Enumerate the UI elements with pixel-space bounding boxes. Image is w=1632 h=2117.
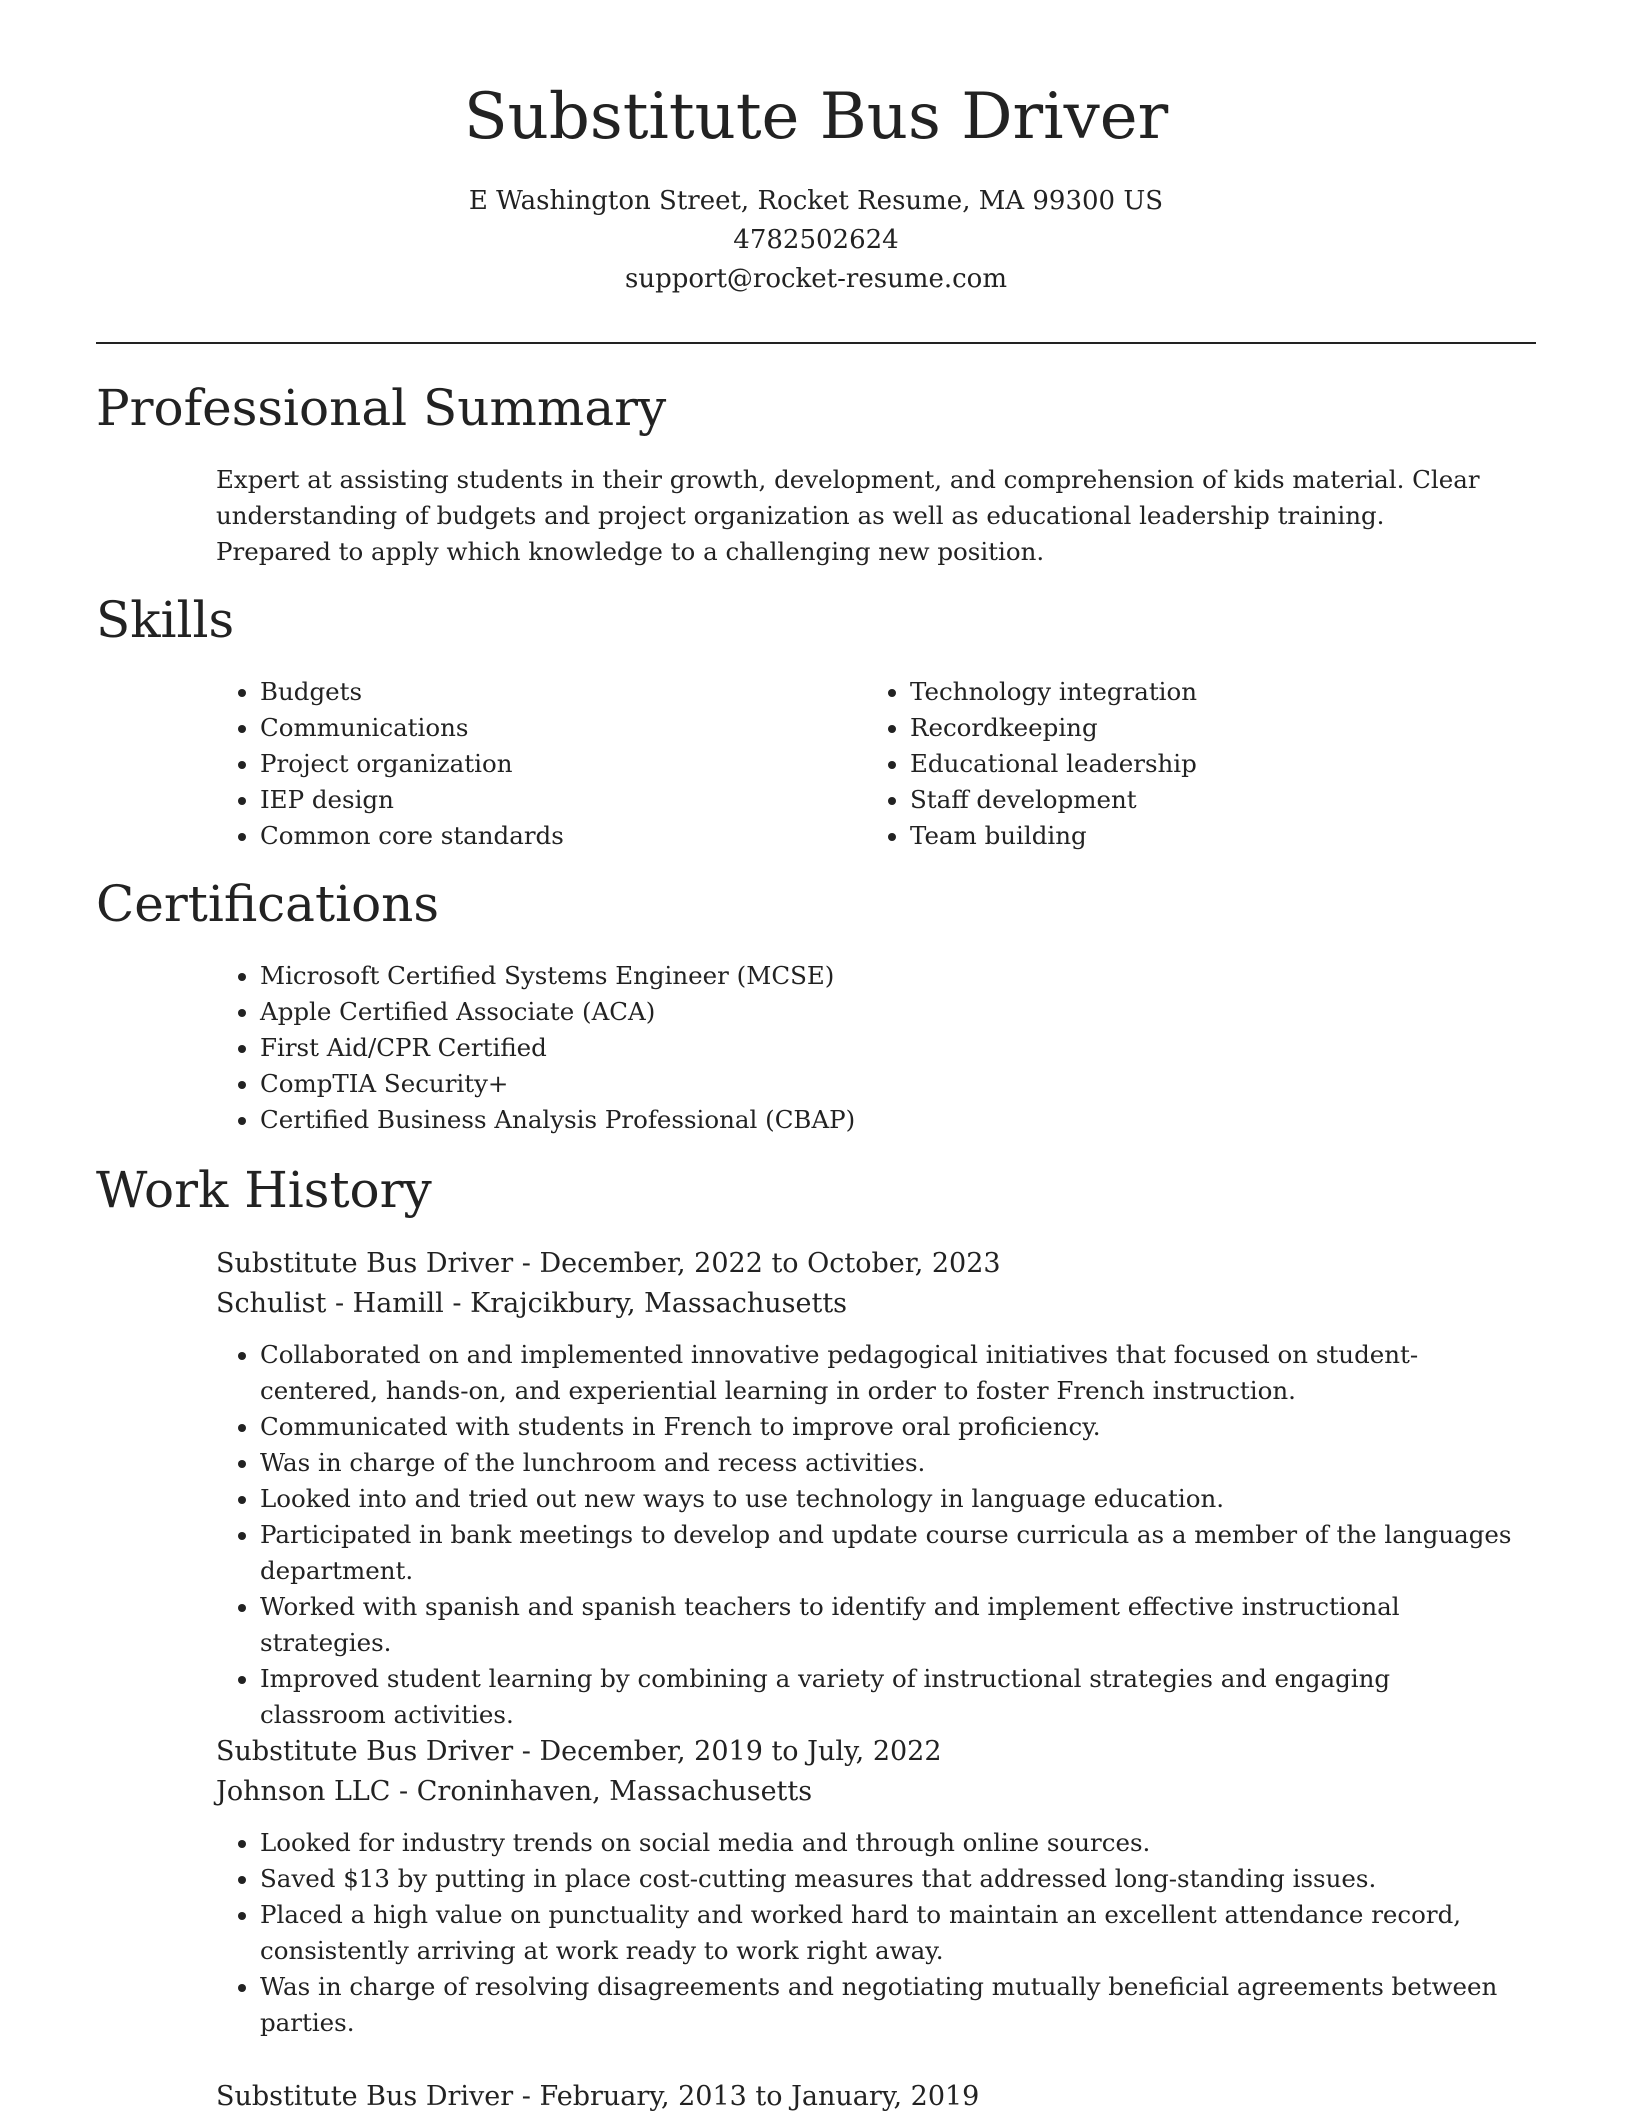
job-duty: • Saved $13 by putting in place cost-cutting measures that addressed long-standing issues. <box>260 1861 1516 1897</box>
job-duty: • Worked with spanish and spanish teachers to identify and implement effective instructional strategies. <box>260 1589 1516 1661</box>
job-entry <box>216 2077 1516 2117</box>
job-duty: • Placed a high value on punctuality and worked hard to maintain an excellent attendance record, consistently arriving at work ready to work right away. <box>260 1897 1516 1969</box>
job-title: Substitute Bus Driver <box>216 1736 514 1767</box>
job-company: Schulist - Hamill <box>216 1288 444 1319</box>
job-duties-list <box>216 1337 1516 1733</box>
header-divider <box>96 342 1536 344</box>
job-duties-list <box>216 1825 1516 2041</box>
job-dates: December, 2019 to July, 2022 <box>539 1736 942 1767</box>
separator: - <box>390 1776 417 1807</box>
skill-item: • Educational leadership <box>910 746 1466 782</box>
separator: - <box>513 1248 540 1279</box>
separator: - <box>513 1736 540 1767</box>
certification-item: • Microsoft Certified Systems Engineer (MCSE) <box>260 958 1516 994</box>
job-duty: • Looked for industry trends on social media and through online sources. <box>260 1825 1516 1861</box>
skills-list-right <box>866 674 1466 854</box>
job-duty: • Improved student learning by combining a variety of instructional strategies and engaging classroom activities. <box>260 1661 1516 1733</box>
email: support@rocket-resume.com <box>624 264 1007 295</box>
job-company: Johnson LLC <box>216 1776 391 1807</box>
skill-item: • Common core standards <box>260 818 816 854</box>
job-location: Krajcikbury, Massachusetts <box>470 1288 848 1319</box>
job-title: Substitute Bus Driver <box>216 1248 514 1279</box>
contact-block <box>0 182 1632 299</box>
skill-item: • Recordkeeping <box>910 710 1466 746</box>
job-entry <box>216 1244 1516 1733</box>
certifications-list <box>216 958 1516 1138</box>
job-company-line <box>216 1284 1516 1324</box>
skill-item: • IEP design <box>260 782 816 818</box>
skill-item: • Team building <box>910 818 1466 854</box>
job-title-line <box>216 1732 1516 1772</box>
job-location: Croninhaven, Massachusetts <box>416 1776 813 1807</box>
work-history-heading: Work History <box>96 1161 432 1219</box>
job-duty: • Communicated with students in French to improve oral proficiency. <box>260 1409 1516 1445</box>
skill-item: • Project organization <box>260 746 816 782</box>
job-company-line <box>216 1772 1516 1812</box>
separator: - <box>443 1288 471 1319</box>
certification-item: • Certified Business Analysis Professional (CBAP) <box>260 1102 1516 1138</box>
separator: - <box>513 2081 540 2112</box>
certification-item: • Apple Certified Associate (ACA) <box>260 994 1516 1030</box>
skill-item: • Budgets <box>260 674 816 710</box>
summary-text: Expert at assisting students in their growth, development, and comprehension of kids material. Clear understanding of budgets and project organization as well as educational leadership training. Prepared to apply which knowledge to a challenging new position. <box>216 465 1480 566</box>
job-title-line <box>216 1244 1516 1284</box>
skills-list-left <box>216 674 816 854</box>
job-duty: • Collaborated on and implemented innovative pedagogical initiatives that focused on student-centered, hands-on, and experiential learning in order to foster French instruction. <box>260 1337 1516 1409</box>
certifications-block <box>216 958 1516 1138</box>
candidate-name: Substitute Bus Driver <box>463 80 1169 154</box>
resume-header <box>0 0 1632 299</box>
certification-item: • CompTIA Security+ <box>260 1066 1516 1102</box>
skills-column-right <box>866 674 1466 854</box>
summary-heading: Professional Summary <box>96 379 667 437</box>
job-entry <box>216 1732 1516 2041</box>
job-dates: February, 2013 to January, 2019 <box>539 2081 980 2112</box>
skills-column-left <box>216 674 816 854</box>
certifications-heading: Certifications <box>96 875 440 933</box>
address: E Washington Street, Rocket Resume, MA 99300 US <box>468 186 1164 217</box>
job-title: Substitute Bus Driver <box>216 2081 514 2112</box>
skill-item: • Staff development <box>910 782 1466 818</box>
job-duty: • Was in charge of the lunchroom and recess activities. <box>260 1445 1516 1481</box>
job-duty: • Was in charge of resolving disagreements and negotiating mutually beneficial agreements between parties. <box>260 1969 1516 2041</box>
job-dates: December, 2022 to October, 2023 <box>539 1248 1001 1279</box>
job-title-line <box>216 2077 1516 2117</box>
phone: 4782502624 <box>733 225 899 256</box>
job-duty: • Participated in bank meetings to develop and update course curricula as a member of the languages department. <box>260 1517 1516 1589</box>
skill-item: • Communications <box>260 710 816 746</box>
job-duty: • Looked into and tried out new ways to use technology in language education. <box>260 1481 1516 1517</box>
skills-heading: Skills <box>96 591 235 649</box>
skill-item: • Technology integration <box>910 674 1466 710</box>
certification-item: • First Aid/CPR Certified <box>260 1030 1516 1066</box>
